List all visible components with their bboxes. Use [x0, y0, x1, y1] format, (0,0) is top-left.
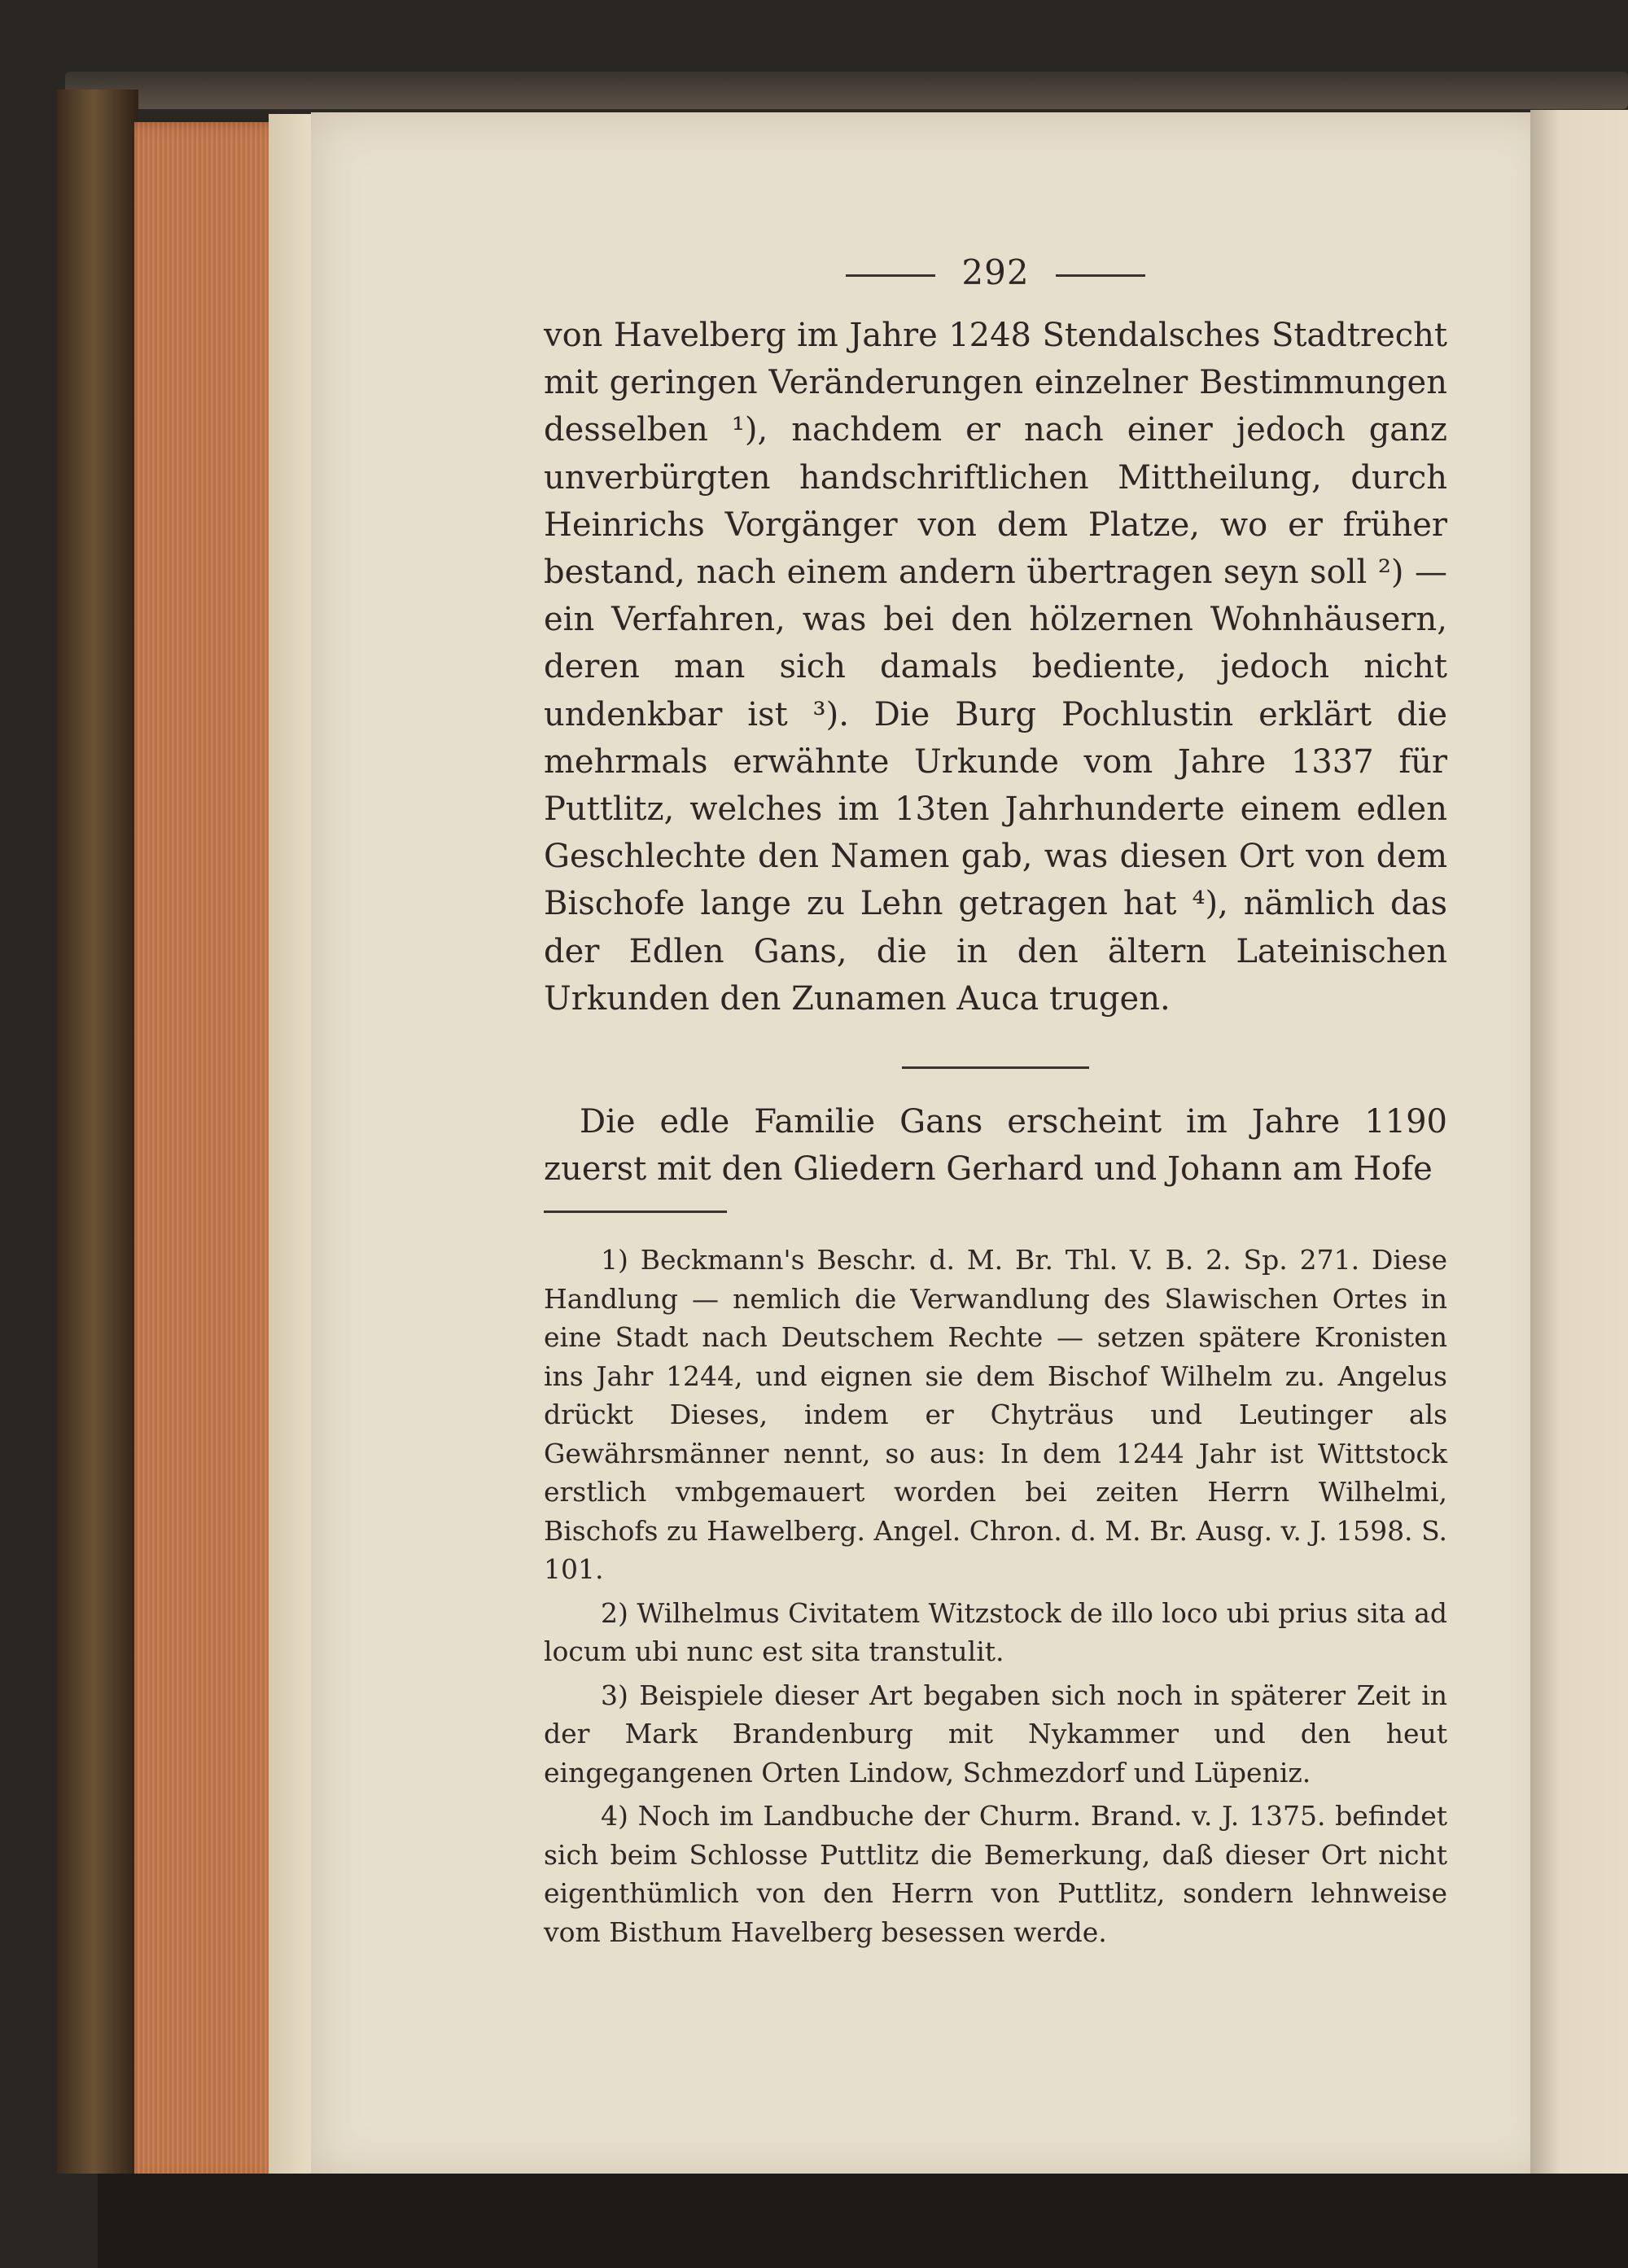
footnote-4: 4) Noch im Landbuche der Churm. Brand. v. J. 1375. befindet sich beim Schlosse Puttlitz die Bemerkung, daß dieser Ort nicht eigenthümlich von den Herrn von Puttlitz, sondern lehnweise vom Bisthum Havelberg besessen werde. [544, 1800, 1447, 1948]
header-dash-right [1056, 274, 1145, 277]
facing-page-edge [1530, 110, 1628, 2186]
page-number: 292 [961, 252, 1030, 292]
background-shadow [98, 2174, 1628, 2268]
book-spine [57, 90, 138, 2174]
paragraph-2: Die edle Familie Gans erscheint im Jahre 1190 zuerst mit den Gliedern Gerhard und Johann am Hofe [544, 1103, 1447, 1189]
section-divider [902, 1066, 1089, 1069]
footnote-2: 2) Wilhelmus Civitatem Witzstock de illo loco ubi prius sita ad locum ubi nunc est sita transtulit. [544, 1596, 1447, 1668]
paragraph-1: von Havelberg im Jahre 1248 Stendalsches Stadtrecht mit geringen Veränderungen einzelner Bestimmungen desselben ¹), nachdem er nach einer jedoch ganz unverbürgten handschriftlichen Mittheilung, durch Heinrichs Vorgänger von dem Platze, wo er früher bestand, nach einem andern übertragen seyn soll ²) — ein Verfahren, was bei den hölzernen Wohnhäusern, deren man sich damals bediente, jedoch nicht undenkbar ist ³). Die Burg Pochlustin erklärt die mehrmals erwähnte Urkunde vom Jahre 1337 für Puttlitz, welches im 13ten Jahrhunderte einem edlen Geschlechte den Namen gab, was diesen Ort von dem Bischofe lange zu Lehn getragen hat ⁴), nämlich das der Edlen Gans, die in den ältern Lateinischen Urkunden den Zunamen Auca trugen. [544, 317, 1447, 1018]
footnote-rule [544, 1211, 727, 1213]
footnote-3: 3) Beispiele dieser Art begaben sich noch in späterer Zeit in der Mark Brandenburg mit Nykammer und den heut eingegangenen Orten Lindow, Schmezdorf und Lüpeniz. [544, 1679, 1447, 1789]
page-header [544, 252, 1447, 292]
page-gutter [269, 114, 317, 2182]
page-content [544, 252, 1447, 1951]
footnote-1: 1) Beckmann's Beschr. d. M. Br. Thl. V. B. 2. Sp. 271. Diese Handlung — nemlich die Verwandlung des Slawischen Ortes in eine Stadt nach Deutschem Rechte — setzen spätere Kronisten ins Jahr 1244, und eignen sie dem Bischof Wilhelm zu. Angelus drückt Dieses, indem er Chyträus und Leutinger als Gewährsmänner nennt, so aus: In dem 1244 Jahr ist Wittstock erstlich vmbgemauert worden bei zeiten Herrn Wilhelmi, Bischofs zu Hawelberg. Angel. Chron. d. M. Br. Ausg. v. J. 1598. S. 101. [544, 1244, 1447, 1586]
footnotes [544, 1241, 1447, 1951]
header-dash-left [846, 274, 935, 277]
main-text [544, 312, 1447, 1193]
book-cover-top [65, 72, 1628, 109]
